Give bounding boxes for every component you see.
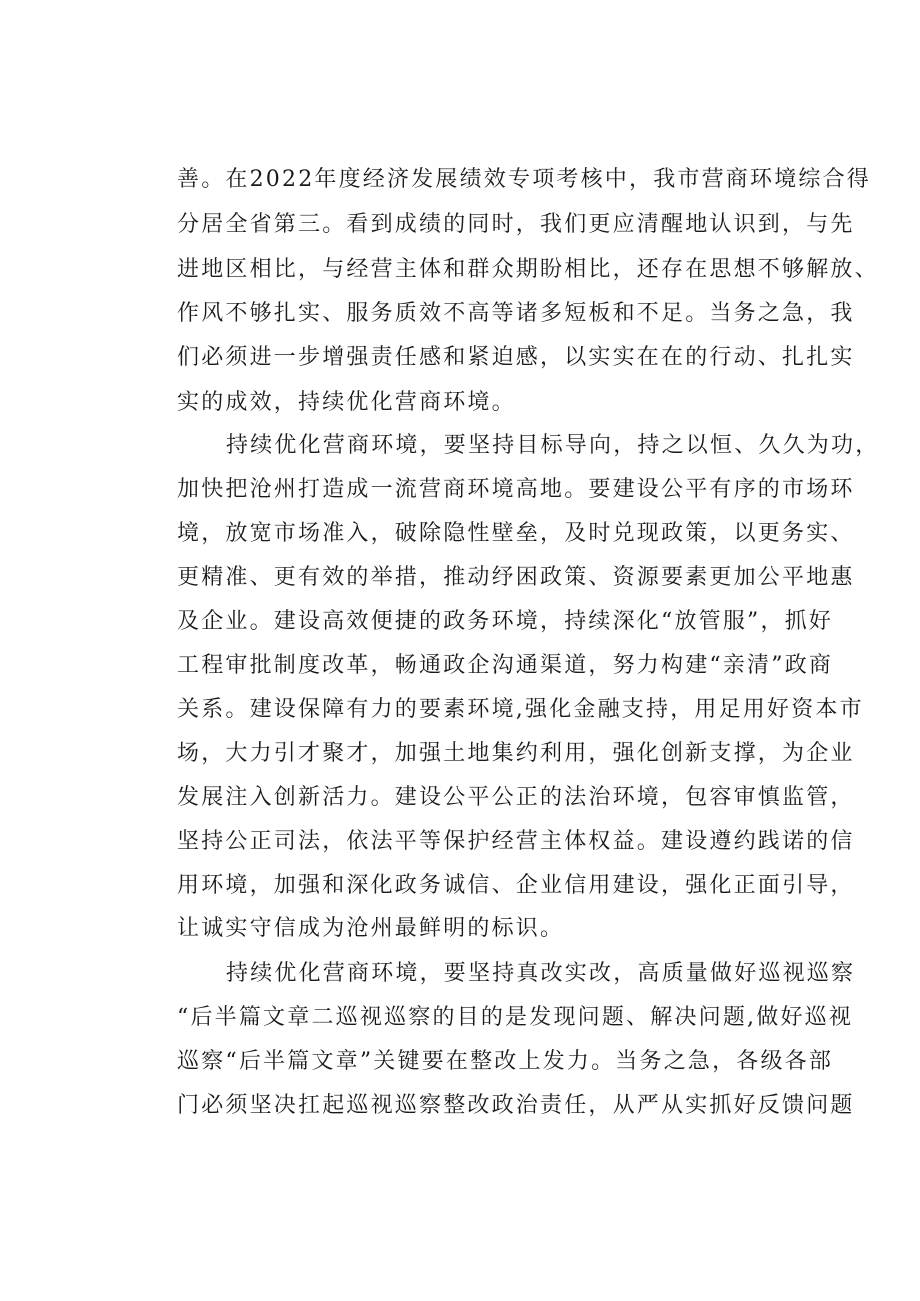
text-line: 持续优化营商环境，要坚持真改实改，高质量做好巡视巡察	[226, 961, 856, 986]
text-line: 作风不够扎实、服务质效不高等诸多短板和不足。当务之急，我	[177, 301, 855, 326]
text-line: 门必须坚决扛起巡视巡察整改政治责任，从严从实抓好反馈问题	[177, 1093, 855, 1118]
text-line: 持续优化营商环境，要坚持目标导向，持之以恒、久久为功，	[226, 433, 880, 458]
text-line: 分居全省第三。看到成绩的同时，我们更应清醒地认识到，与先	[177, 212, 855, 237]
text-line: “后半篇文章二巡视巡察的目的是发现问题、解决问题,做好巡视	[177, 1005, 854, 1030]
text-line: 场，大力引才聚才，加强土地集约利用，强化创新支撑，为企业	[177, 741, 855, 766]
text-line: 境，放宽市场准入，破除隐性壁垒，及时兑现政策，以更务实、	[177, 521, 855, 546]
text-line: 发展注入创新活力。建设公平公正的法治环境，包容审慎监管，	[177, 785, 855, 810]
text-line: 巡察“后半篇文章”关键要在整改上发力。当务之急，各级各部	[177, 1049, 834, 1074]
text-line: 实的成效，持续优化营商环境。	[177, 390, 516, 415]
text-line: 坚持公正司法，依法平等保护经营主体权益。建设遵约践诺的信	[177, 829, 855, 854]
text-line: 们必须进一步增强责任感和紧迫感，以实实在在的行动、扎扎实	[177, 345, 855, 370]
text-line: 加快把沧州打造成一流营商环境高地。要建设公平有序的市场环	[177, 477, 855, 502]
text-line: 工程审批制度改革，畅通政企沟通渠道，努力构建“亲清”政商	[177, 653, 834, 678]
text-line: 关系。建设保障有力的要素环境,强化金融支持，用足用好资本市	[177, 697, 864, 722]
text-line: 让诚实守信成为沧州最鲜明的标识。	[177, 916, 565, 941]
text-line: 及企业。建设高效便捷的政务环境，持续深化“放管服”，抓好	[177, 609, 834, 634]
text-line: 进地区相比，与经营主体和群众期盼相比，还存在思想不够解放、	[177, 257, 879, 282]
text-line: 用环境，加强和深化政务诚信、企业信用建设，强化正面引导，	[177, 873, 855, 898]
text-line: 更精准、更有效的举措，推动纾困政策、资源要素更加公平地惠	[177, 565, 855, 590]
text-line: 善。在2022年度经济发展绩效专项考核中，我市营商环境综合得	[177, 167, 871, 192]
